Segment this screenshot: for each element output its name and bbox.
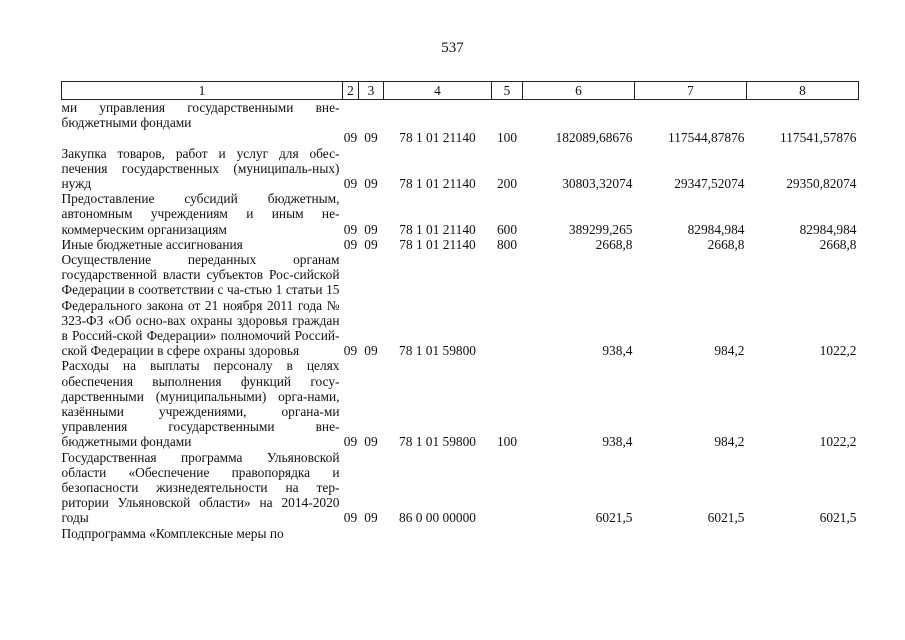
amount-year-2 <box>635 100 747 131</box>
table-row <box>62 358 859 449</box>
amount-year-3: 6021,5 <box>819 510 857 526</box>
amount-year-1: 6021,5 <box>595 510 633 526</box>
chapter-code: 09 <box>343 236 358 252</box>
amount-year-3: 82984,984 <box>799 221 857 237</box>
chapter-code <box>343 100 359 131</box>
chapter-code: 09 <box>343 434 358 450</box>
row-description: ми управления государственными вне-бюджетными фондами <box>61 100 340 131</box>
table-row <box>62 526 859 541</box>
expense-type-code <box>492 450 523 526</box>
table-row <box>62 252 859 358</box>
amount-year-2: 984,2 <box>714 434 745 450</box>
chapter-code: 09 <box>343 130 358 146</box>
target-article-code: 78 1 01 59800 <box>399 434 476 450</box>
row-description: Предоставление субсидий бюджетным, автономным учреждениям и иным не-коммерческим организациям <box>61 191 340 237</box>
expense-type-code: 800 <box>496 236 518 252</box>
table-header <box>62 82 859 100</box>
amount-year-2: 29347,52074 <box>674 176 745 192</box>
target-article-code: 78 1 01 21140 <box>399 221 476 237</box>
amount-year-1: 30803,32074 <box>562 176 633 192</box>
subchapter-code: 09 <box>364 434 378 450</box>
page-number: 537 <box>441 40 464 56</box>
chapter-code: 09 <box>343 221 358 237</box>
amount-year-1 <box>523 100 635 131</box>
expense-type-code: 100 <box>496 130 518 146</box>
expense-type-code <box>492 100 523 131</box>
amount-year-3: 117541,57876 <box>780 130 857 146</box>
column-header: 5 <box>492 82 523 100</box>
amount-year-2 <box>635 526 747 541</box>
subchapter-code: 09 <box>364 176 378 192</box>
target-article-code: 78 1 01 21140 <box>399 236 476 252</box>
expense-type-code: 100 <box>496 434 518 450</box>
expense-type-code: 600 <box>496 221 518 237</box>
subchapter-code <box>359 526 384 541</box>
row-description: Государственная программа Ульяновской области «Обеспечение правопорядка и безопасности жизнедеятельности на тер-ритории Ульяновской области» на 2014-2020 годы <box>61 449 340 526</box>
table-body <box>62 100 859 541</box>
subchapter-code: 09 <box>364 510 378 526</box>
table-row <box>62 237 859 252</box>
amount-year-3: 2668,8 <box>819 236 857 252</box>
subchapter-code: 09 <box>364 221 378 237</box>
chapter-code: 09 <box>343 343 358 359</box>
column-header: 3 <box>359 82 384 100</box>
column-header: 8 <box>747 82 859 100</box>
amount-year-3: 29350,82074 <box>786 176 857 192</box>
amount-year-2: 2668,8 <box>707 236 745 252</box>
row-description: Закупка товаров, работ и услуг для обес-печения государственных (муниципаль-ных) нужд <box>61 145 340 192</box>
subchapter-code: 09 <box>364 130 378 146</box>
subchapter-code <box>359 100 384 131</box>
amount-year-3: 1022,2 <box>819 434 857 450</box>
amount-year-1 <box>523 526 635 541</box>
expense-type-code: 200 <box>496 176 518 192</box>
row-description: Подпрограмма «Комплексные меры по <box>61 525 284 541</box>
column-header: 4 <box>384 82 492 100</box>
target-article-code: 78 1 01 21140 <box>399 176 476 192</box>
amount-year-1: 938,4 <box>602 343 633 359</box>
amount-year-2: 6021,5 <box>707 510 745 526</box>
column-header: 6 <box>523 82 635 100</box>
amount-year-2: 82984,984 <box>687 221 745 237</box>
row-description <box>62 130 343 145</box>
chapter-code: 09 <box>343 510 358 526</box>
row-description: Иные бюджетные ассигнования <box>61 236 243 252</box>
table-row <box>62 191 859 237</box>
table-row <box>62 130 859 145</box>
subchapter-code: 09 <box>364 343 378 359</box>
amount-year-1: 2668,8 <box>595 236 633 252</box>
budget-table <box>61 81 859 541</box>
target-article-code <box>384 526 492 541</box>
expense-type-code <box>492 252 523 358</box>
column-header: 2 <box>343 82 359 100</box>
target-article-code: 86 0 00 00000 <box>399 510 476 526</box>
amount-year-1: 182089,68676 <box>555 130 633 146</box>
row-description: Расходы на выплаты персоналу в целях обеспечения выполнения функций госу-дарственными (муниципальными) орга-нами, казёнными учреждениями, органа-ми управления государственными вне-бюджетными фондами <box>61 358 340 450</box>
target-article-code: 78 1 01 21140 <box>399 130 476 146</box>
subchapter-code: 09 <box>364 236 378 252</box>
table-row <box>62 450 859 526</box>
column-header: 7 <box>635 82 747 100</box>
chapter-code: 09 <box>343 176 358 192</box>
target-article-code: 78 1 01 59800 <box>399 343 476 359</box>
amount-year-2: 984,2 <box>714 343 745 359</box>
amount-year-1: 389299,265 <box>568 221 633 237</box>
amount-year-3 <box>747 526 859 541</box>
amount-year-3: 1022,2 <box>819 343 857 359</box>
amount-year-1: 938,4 <box>602 434 633 450</box>
table-row <box>62 146 859 192</box>
row-description: Осуществление переданных органам государственной власти субъектов Рос-сийской Федерации в соответствии с ча-стью 1 статьи 15 Федерального закона от 21 ноября 2011 года № 323-ФЗ «Об осно-вах охраны здоровья граждан в Россий-ской Федерации» полномочий Россий-ской Федерации в сфере охраны здоровья <box>61 252 340 359</box>
amount-year-2: 117544,87876 <box>668 130 745 146</box>
amount-year-3 <box>747 100 859 131</box>
target-article-code <box>384 100 492 131</box>
column-header: 1 <box>62 82 343 100</box>
chapter-code <box>343 526 359 541</box>
table-row <box>62 100 859 131</box>
expense-type-code <box>492 526 523 541</box>
